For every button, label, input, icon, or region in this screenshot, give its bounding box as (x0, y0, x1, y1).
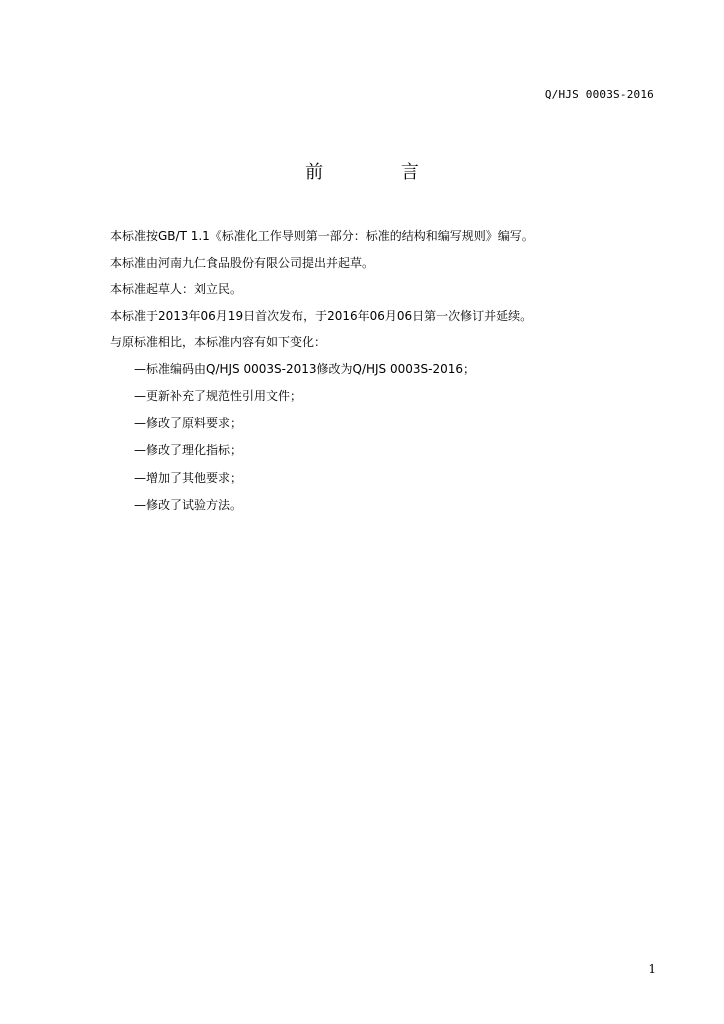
list-item: —增加了其他要求； (134, 470, 243, 485)
list-item: —修改了试验方法。 (134, 497, 243, 512)
paragraph-changes-intro: 与原标准相比，本标准内容有如下变化： (110, 335, 327, 349)
page-number: 1 (648, 962, 656, 976)
list-item: —修改了原料要求； (134, 416, 243, 431)
paragraph-proposer: 本标准由河南九仁食品股份有限公司提出并起草。 (110, 255, 375, 270)
changes-list (110, 361, 670, 525)
list-item: —更新补充了规范性引用文件； (134, 388, 303, 403)
list-item: —修改了理化指标； (134, 443, 243, 458)
list-item: —标准编码由Q/HJS 0003S-2013修改为Q/HJS 0003S-2016； (134, 361, 476, 376)
document-body (110, 228, 670, 524)
standard-code: Q/HJS 0003S-2016 (544, 88, 654, 101)
paragraph-release-history: 本标准于2013年06月19日首次发布，于2016年06月06日第一次修订并延续。 (110, 308, 533, 323)
page-title: 前 言 (305, 162, 455, 183)
paragraph-drafter: 本标准起草人：刘立民。 (110, 282, 243, 296)
paragraph-drafting-rules: 本标准按GB/T 1.1《标准化工作导则第一部分：标准的结构和编写规则》编写。 (110, 229, 534, 243)
